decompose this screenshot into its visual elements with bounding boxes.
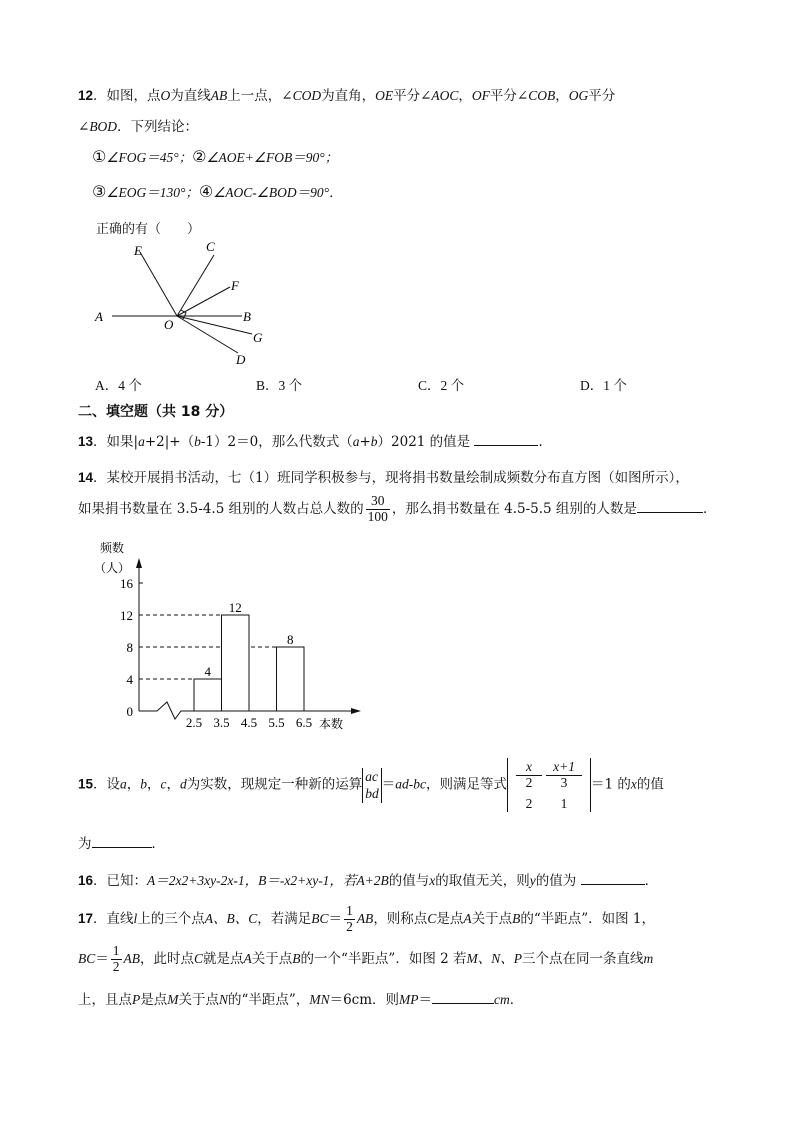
q15-text: ， bbox=[147, 776, 161, 793]
q14-end: ． bbox=[702, 500, 717, 517]
y-axis-label-line1: 频数 bbox=[100, 541, 125, 555]
circled-number: ③ bbox=[92, 182, 107, 201]
q17-var: l bbox=[133, 910, 138, 926]
q13-var: a bbox=[352, 434, 360, 449]
q17-var: M、N、P bbox=[466, 950, 523, 966]
bar-value-label: 12 bbox=[228, 600, 242, 615]
bar-value-label: 8 bbox=[287, 632, 294, 647]
q17-text: ＝ bbox=[328, 910, 343, 927]
det-row: bd bbox=[365, 786, 379, 802]
frac-den: 2 bbox=[112, 958, 120, 974]
q16-var: A bbox=[147, 873, 156, 888]
q12-var: OG bbox=[568, 88, 589, 103]
q12-var: AB bbox=[210, 88, 228, 103]
q14-answer-blank[interactable] bbox=[637, 500, 703, 513]
q12-text: ∠ bbox=[78, 119, 90, 135]
q13-text: + bbox=[359, 434, 371, 450]
q17-var: m bbox=[643, 950, 654, 966]
q15-text: ， bbox=[166, 776, 181, 793]
angle-figure bbox=[80, 235, 290, 370]
q13-var: a bbox=[138, 434, 145, 449]
q12-text: 上一点，∠ bbox=[227, 88, 293, 104]
section-title: 二、填空题（共 18 分） bbox=[78, 404, 234, 420]
y-axis-label-line2: （人） bbox=[94, 561, 131, 575]
q12-number: 12 bbox=[78, 88, 94, 103]
q17-text: 上，且点 bbox=[78, 992, 132, 1008]
q15-line1 bbox=[78, 758, 664, 812]
frac-den: 2 bbox=[346, 918, 353, 934]
q17-text: 是点 bbox=[140, 992, 168, 1008]
q16-text: 的值与 bbox=[388, 873, 430, 889]
y-tick-label: 16 bbox=[120, 576, 133, 591]
q17-var: MN bbox=[309, 992, 330, 1007]
q14-text: ．某校开展捐书活动，七（1）班同学积极参与，现将捐书数量绘制成频数分布直方图（如图所示）， bbox=[93, 470, 689, 486]
q17-var: N bbox=[219, 992, 229, 1007]
frac-num: 1 bbox=[346, 903, 353, 918]
q14-line1 bbox=[78, 466, 689, 486]
q15-end: ． bbox=[151, 836, 165, 852]
label-D: D bbox=[236, 352, 246, 367]
q12-line2 bbox=[78, 115, 198, 135]
ray-OD bbox=[177, 316, 238, 353]
label-C: C bbox=[206, 239, 215, 254]
q12-var: BOD bbox=[89, 119, 118, 134]
q15-var: x bbox=[630, 776, 637, 792]
q17-var: C bbox=[194, 950, 204, 966]
q17-line3 bbox=[78, 988, 523, 1008]
q13-var: b bbox=[370, 434, 378, 449]
q12-conclusions-row1 bbox=[92, 146, 338, 166]
q14-text: ，那么捐书数量在 4.5-5.5 组别的人数是 bbox=[391, 500, 637, 517]
conclusion-2: ∠AOE+∠FOB＝90°； bbox=[206, 150, 339, 165]
q12-var: OE bbox=[375, 88, 394, 103]
q14-fraction bbox=[366, 494, 390, 525]
q17-text: 是点 bbox=[436, 910, 464, 927]
label-B: B bbox=[243, 309, 251, 324]
q17-number: 17 bbox=[78, 910, 94, 926]
q17-text: 的“半距点”．如图 1， bbox=[520, 910, 656, 927]
det-entry bbox=[516, 760, 542, 791]
q12-text: 平分∠ bbox=[393, 88, 432, 104]
x-tick-label: 4.5 bbox=[240, 715, 258, 730]
q17-text: ＝6cm．则 bbox=[329, 992, 400, 1008]
q17-var: M bbox=[167, 992, 179, 1007]
option-A[interactable]: A．4 个 bbox=[95, 378, 142, 393]
q12-text: ， bbox=[458, 88, 472, 104]
q15-text: ， bbox=[126, 776, 141, 793]
x-tick-label: 3.5 bbox=[213, 715, 230, 730]
q16-end: ． bbox=[644, 873, 659, 889]
q14-number: 14 bbox=[78, 470, 94, 485]
frac-den: 2 bbox=[525, 774, 533, 790]
q17-text: ，此时点 bbox=[140, 950, 195, 967]
q13-text: ．如果| bbox=[93, 434, 139, 450]
q17-text: 的一个“半距点”．如图 2 若 bbox=[300, 950, 467, 967]
q13-text: +2|+（ bbox=[144, 434, 195, 450]
q13-number: 13 bbox=[78, 434, 94, 449]
q12-text: 为直角， bbox=[321, 88, 376, 104]
q16-var: A+2B bbox=[356, 873, 389, 888]
circled-number: ④ bbox=[198, 182, 214, 201]
q16-expr: ＝2x2+3xy-2x-1， bbox=[155, 873, 259, 888]
label-G: G bbox=[253, 330, 263, 345]
q16-answer-blank[interactable] bbox=[581, 872, 645, 885]
label-F: F bbox=[231, 278, 239, 293]
option-D[interactable]: D．1 个 bbox=[580, 378, 627, 393]
q17-line2 bbox=[78, 944, 653, 975]
q17-end: ． bbox=[509, 992, 524, 1008]
q15-text: 的值 bbox=[636, 776, 664, 793]
q15-number: 15 bbox=[78, 776, 94, 792]
q17-var: MP bbox=[399, 992, 419, 1007]
q15-var: a bbox=[120, 776, 127, 792]
q17-var: A bbox=[243, 950, 252, 966]
q16 bbox=[78, 869, 658, 889]
x-axis-label: 本数 bbox=[319, 717, 344, 731]
q16-text: 的取值无关，则 bbox=[435, 873, 530, 889]
det-entry: 2 bbox=[525, 795, 533, 811]
q12-conclusions-row2 bbox=[92, 181, 343, 201]
ray-OG bbox=[177, 316, 252, 334]
q16-text: 的值为 bbox=[535, 873, 577, 889]
q13-text: -1）2＝0，那么代数式（ bbox=[200, 434, 353, 450]
q17-text: ＝ bbox=[95, 950, 109, 967]
y-tick-label: 12 bbox=[120, 608, 133, 623]
q12-var: COB bbox=[528, 88, 556, 103]
q17-unit: cm bbox=[494, 992, 510, 1007]
q16-number: 16 bbox=[78, 873, 94, 888]
q17-text: 的“半距点”， bbox=[228, 992, 310, 1008]
q17-text: ＝ bbox=[418, 992, 433, 1008]
label-A: A bbox=[95, 309, 103, 324]
q17-answer-blank[interactable] bbox=[432, 991, 494, 1004]
frac-num: x bbox=[516, 760, 542, 776]
fraction-numerator: 30 bbox=[366, 494, 390, 510]
y-tick-label: 8 bbox=[126, 640, 133, 655]
q12-var: OF bbox=[471, 88, 490, 103]
x-axis-arrow bbox=[351, 708, 361, 714]
label-E: E bbox=[134, 243, 142, 258]
q12-text: 平分∠ bbox=[489, 88, 529, 104]
histogram-bar bbox=[222, 615, 250, 711]
q14-text: 如果捐书数量在 3.5-4.5 组别的人数占总人数的 bbox=[78, 500, 364, 517]
q17-var: B bbox=[292, 950, 301, 966]
ray-OE bbox=[140, 252, 177, 316]
half-fraction bbox=[344, 904, 355, 935]
circled-number: ② bbox=[192, 147, 207, 166]
q12-text: ．如图，点 bbox=[93, 88, 161, 104]
q17-var: BC bbox=[311, 910, 329, 926]
q17-text: 关于点 bbox=[471, 910, 513, 927]
q12-line1 bbox=[78, 84, 615, 104]
q13-var: b bbox=[194, 434, 201, 449]
q16-var: y bbox=[529, 873, 536, 888]
fraction-denominator: 100 bbox=[367, 508, 388, 524]
q17-text: 三个点在同一条直线 bbox=[522, 950, 644, 967]
q17-text: 关于点 bbox=[251, 950, 293, 967]
q17-var: A、B、C bbox=[204, 910, 258, 926]
y-tick-label: 0 bbox=[126, 704, 133, 719]
q17-text: ．直线 bbox=[93, 910, 134, 927]
q17-text: 关于点 bbox=[178, 992, 219, 1008]
q13-end: ． bbox=[538, 434, 552, 450]
q17-var: AB bbox=[356, 910, 374, 926]
q15-text: ，则满足等式 bbox=[426, 776, 508, 793]
q15-answer-blank[interactable] bbox=[92, 835, 152, 848]
q15-text: ．设 bbox=[93, 776, 121, 793]
x-tick-label: 6.5 bbox=[295, 715, 313, 730]
frac-num: 1 bbox=[112, 943, 120, 958]
ray-OC bbox=[177, 255, 214, 316]
y-axis-arrow bbox=[136, 558, 142, 568]
q15-var: b bbox=[140, 776, 148, 792]
q16-var: B bbox=[258, 873, 267, 888]
q17-line1 bbox=[78, 904, 655, 935]
q12-text: 平分 bbox=[588, 88, 616, 104]
q12-var: AOC bbox=[431, 88, 459, 103]
q12-text: ．下列结论： bbox=[117, 119, 199, 135]
q12-prompt: 正确的有（ ） bbox=[96, 222, 201, 237]
q15-text: ＝ bbox=[381, 776, 396, 793]
det-entry: 1 bbox=[560, 795, 568, 811]
q13 bbox=[78, 430, 552, 450]
q17-var: C bbox=[427, 910, 437, 926]
histogram-chart bbox=[90, 538, 370, 738]
q17-text: 就是点 bbox=[203, 950, 244, 967]
option-B[interactable]: B．3 个 bbox=[256, 378, 303, 393]
q16-text: ．已知： bbox=[93, 873, 148, 889]
equation-determinant bbox=[507, 758, 591, 812]
det-row: ac bbox=[365, 768, 379, 784]
q13-answer-blank[interactable] bbox=[474, 433, 538, 446]
q15-var: c bbox=[160, 776, 167, 792]
half-fraction bbox=[111, 944, 122, 975]
q17-var: A bbox=[463, 910, 472, 926]
q15-line2 bbox=[78, 832, 165, 852]
option-C[interactable]: C．2 个 bbox=[418, 378, 465, 393]
definition-determinant bbox=[362, 768, 382, 803]
q15-text: 为实数，现规定一种新的运算 bbox=[186, 776, 363, 793]
q17-var: AB bbox=[123, 950, 141, 966]
frac-den: 3 bbox=[560, 774, 568, 790]
q17-var: B bbox=[512, 910, 521, 926]
x-tick-label: 2.5 bbox=[185, 715, 203, 730]
q12-var: O bbox=[160, 88, 171, 103]
histogram-bar bbox=[277, 647, 305, 711]
q15-text: ＝1 的 bbox=[591, 776, 631, 793]
det-entry bbox=[546, 760, 582, 791]
q13-text: ）2021 的值是 bbox=[377, 434, 471, 450]
conclusion-4: ∠AOC-∠BOD＝90°． bbox=[213, 185, 343, 200]
q15-var: d bbox=[180, 776, 187, 792]
bar-value-label: 4 bbox=[204, 664, 211, 679]
x-tick-label: 5.5 bbox=[268, 715, 285, 730]
q15-text: 为 bbox=[78, 836, 92, 852]
label-O: O bbox=[164, 317, 174, 332]
conclusion-3: ∠EOG＝130°； bbox=[106, 185, 199, 200]
y-tick-label: 4 bbox=[126, 672, 133, 687]
ray-OF bbox=[177, 287, 230, 316]
q14-line2 bbox=[78, 494, 716, 525]
q17-text: ，若满足 bbox=[257, 910, 312, 927]
histogram-bar bbox=[194, 679, 222, 711]
conclusion-1: ∠FOG＝45°； bbox=[106, 150, 193, 165]
q15-rhs: ad-bc bbox=[395, 776, 427, 792]
q12-var: COD bbox=[292, 88, 322, 103]
frac-num: x+1 bbox=[546, 760, 582, 776]
q16-var: x bbox=[429, 873, 436, 888]
q17-text: 上的三个点 bbox=[137, 910, 205, 927]
q12-text: ， bbox=[555, 88, 569, 104]
q16-expr: ＝-x2+xy-1，若 bbox=[266, 873, 357, 888]
q17-text: ，则称点 bbox=[373, 910, 428, 927]
q12-text: 为直线 bbox=[170, 88, 211, 104]
q17-var: P bbox=[132, 992, 141, 1007]
circled-number: ① bbox=[92, 147, 107, 166]
q17-var: BC bbox=[78, 950, 96, 966]
